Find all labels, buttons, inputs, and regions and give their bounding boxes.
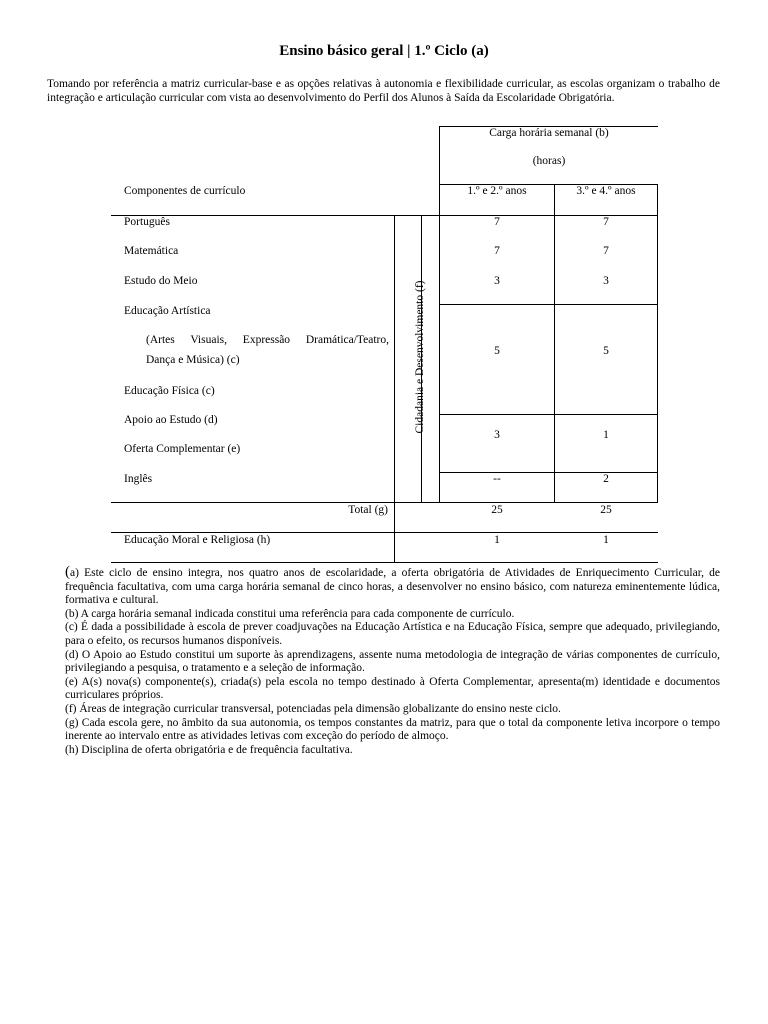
cell-apoio-oferta-3-4: 1 xyxy=(603,429,609,441)
footnote-g: (g) Cada escola gere, no âmbito da sua autonomia, os tempos constantes da matriz, para que o total da componente letiva incorpore o tempo inerente ao intervalo entre as atividades letivas com exceção do período de almoço. xyxy=(65,716,720,743)
footnote-f: (f) Áreas de integração curricular transversal, potenciadas pela dimensão globalizante do ensino neste ciclo. xyxy=(65,702,561,715)
row-label-emr: Educação Moral e Religiosa (h) xyxy=(124,534,271,546)
page-title: Ensino básico geral | 1.º Ciclo (a) xyxy=(279,43,489,59)
table-rule xyxy=(554,184,555,503)
cell-portugues-1-2: 7 xyxy=(494,216,500,228)
footnotes xyxy=(65,566,720,757)
row-label-matematica: Matemática xyxy=(124,245,179,257)
cidadania-vertical-label: Cidadania e Desenvolvimento (f) xyxy=(414,280,426,434)
table-rule xyxy=(439,304,658,305)
row-label-educacao-fisica: Educação Física (c) xyxy=(124,385,215,397)
row-label-ingles: Inglês xyxy=(124,473,153,485)
row-detail-artistica: (Artes Visuais, Expressão Dramática/Teatro, xyxy=(146,334,389,346)
row-label-portugues: Português xyxy=(124,216,170,228)
cell-matematica-3-4: 7 xyxy=(603,245,609,257)
cell-artistica-fisica-3-4: 5 xyxy=(603,345,609,357)
row-label-apoio-estudo: Apoio ao Estudo (d) xyxy=(124,414,218,426)
cell-ingles-3-4: 2 xyxy=(603,473,609,485)
table-rule xyxy=(439,414,658,415)
table-rule xyxy=(439,126,440,503)
total-label: Total (g) xyxy=(348,504,388,516)
row-label-educacao-artistica: Educação Artística xyxy=(124,305,211,317)
cell-matematica-1-2: 7 xyxy=(494,245,500,257)
table-rule xyxy=(657,184,658,503)
cell-artistica-fisica-1-2: 5 xyxy=(494,345,500,357)
header-years-3-4: 3.º e 4.º anos xyxy=(576,185,636,197)
header-components: Componentes de currículo xyxy=(124,185,246,197)
cell-emr-3-4: 1 xyxy=(603,534,609,546)
header-carga-horaria: Carga horária semanal (b) xyxy=(489,127,609,139)
footnote-b: (b) A carga horária semanal indicada constitui uma referência para cada componente de currículo. xyxy=(65,607,515,620)
cell-total-1-2: 25 xyxy=(491,504,503,516)
footnote-a-mark: ( xyxy=(65,564,70,580)
cell-estudo-meio-1-2: 3 xyxy=(494,275,500,287)
intro-paragraph: Tomando por referência a matriz curricular-base e as opções relativas à autonomia e flexibilidade curricular, as escolas organizam o trabalho de integração e articulação curricular com vista ao desenvolvimento do Perfil dos Alunos à Saída da Escolaridade Obrigatória. xyxy=(47,78,720,104)
cell-emr-1-2: 1 xyxy=(494,534,500,546)
row-label-oferta-complementar: Oferta Complementar (e) xyxy=(124,443,241,455)
table-rule xyxy=(111,502,658,503)
table-rule xyxy=(394,215,395,563)
table-rule xyxy=(111,532,658,533)
row-label-estudo-meio: Estudo do Meio xyxy=(124,275,198,287)
cell-portugues-3-4: 7 xyxy=(603,216,609,228)
footnote-d: (d) O Apoio ao Estudo constitui um suporte às aprendizagens, assente numa metodologia de integração de várias componentes de currículo, privilegiando a pesquisa, o tratamento e a seleção de informação. xyxy=(65,648,720,675)
footnote-a: (a) Este ciclo de ensino integra, nos quatro anos de escolaridade, a oferta obrigatória de Atividades de Enriquecimento Curricular, de frequência facultativa, com uma carga horária semanal de cinco horas, a desenvolver no ensino básico, com natureza eminentemente lúdica, formativa e cultural. xyxy=(65,564,720,607)
cell-total-3-4: 25 xyxy=(600,504,612,516)
header-unit: (horas) xyxy=(532,155,566,167)
cell-ingles-1-2: -- xyxy=(493,473,501,485)
footnote-e: (e) A(s) nova(s) componente(s), criada(s) pela escola no tempo destinado à Oferta Complementar, apresenta(m) identidade e documentos curriculares próprios. xyxy=(65,675,720,702)
footnote-h: (h) Disciplina de oferta obrigatória e de frequência facultativa. xyxy=(65,743,353,756)
table-rule xyxy=(111,562,658,563)
footnote-c: (c) É dada a possibilidade à escola de prever coadjuvações na Educação Artística e na Educação Física, sempre que adequado, privilegiando, para o efeito, os recursos humanos disponíveis. xyxy=(65,621,720,647)
cell-estudo-meio-3-4: 3 xyxy=(603,275,609,287)
cell-apoio-oferta-1-2: 3 xyxy=(494,429,500,441)
header-years-1-2: 1.º e 2.º anos xyxy=(467,185,527,197)
row-detail-artistica-2: Dança e Música) (c) xyxy=(146,354,240,366)
